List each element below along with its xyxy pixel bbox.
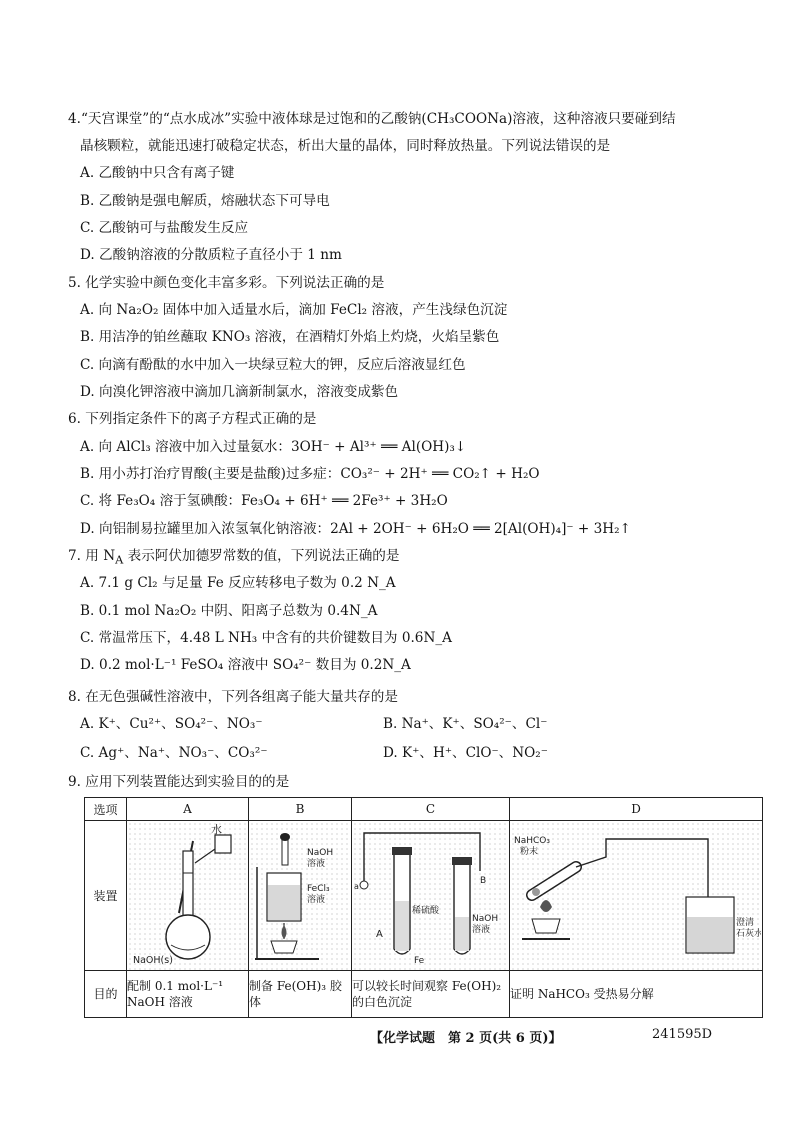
- acid-liquid: [395, 901, 409, 951]
- colloid-setup-diagram: [249, 821, 350, 967]
- q6-option-b: B. 用小苏打治疗胃酸(主要是盐酸)过多症：CO₃²⁻ + 2H⁺ ══ CO₂↑ + H₂O: [80, 466, 540, 482]
- q4-stem-line1: 4.“天宫课堂”的“点水成冰”实验中液体球是过饱和的乙酸钠(CH₃COONa)溶液，这种溶液只要碰到结: [68, 111, 676, 127]
- q5-option-a: A. 向 Na₂O₂ 固体中加入适量水后，滴加 FeCl₂ 溶液，产生浅绿色沉淀: [80, 302, 508, 318]
- dropper: [282, 839, 288, 865]
- header-c: C: [352, 798, 510, 821]
- q8-option-a: A. K⁺、Cu²⁺、SO₄²⁻、NO₃⁻: [80, 716, 263, 732]
- volumetric-flask-diagram: [127, 821, 247, 967]
- header-d: D: [510, 798, 763, 821]
- label-tube-a: A: [376, 929, 383, 940]
- q5-option-c: C. 向滴有酚酞的水中加入一块绿豆粒大的钾，反应后溶液显红色: [80, 357, 466, 373]
- powder: [532, 888, 540, 896]
- label-naoh-c1: NaOH: [472, 914, 499, 924]
- label-fecl3-2: 溶液: [307, 895, 326, 905]
- heating-setup-diagram: [510, 821, 761, 967]
- q4-option-c: C. 乙酸钠可与盐酸发生反应: [80, 220, 249, 236]
- q7-option-b: B. 0.1 mol Na₂O₂ 中阴、阳离子总数为 0.4N_A: [80, 603, 378, 619]
- q8-stem: 8. 在无色强碱性溶液中，下列各组离子能大量共存的是: [68, 689, 398, 705]
- purpose-d: 证明 NaHCO₃ 受热易分解: [510, 971, 763, 1018]
- label-naoh-b1: NaOH: [307, 848, 334, 858]
- q4-option-b: B. 乙酸钠是强电解质，熔融状态下可导电: [80, 193, 330, 209]
- flask-neck: [183, 851, 193, 917]
- q5-stem: 5. 化学实验中颜色变化丰富多彩。下列说法正确的是: [68, 275, 385, 291]
- q5-option-b: B. 用洁净的铂丝蘸取 KNO₃ 溶液，在酒精灯外焰上灼烧，火焰呈紫色: [80, 329, 500, 345]
- q7-option-a: A. 7.1 g Cl₂ 与足量 Fe 反应转移电子数为 0.2 N_A: [80, 575, 396, 591]
- table-header-row: [85, 798, 763, 821]
- purpose-b: 制备 Fe(OH)₃ 胶体: [249, 971, 352, 1018]
- purpose-a: 配制 0.1 mol·L⁻¹ NaOH 溶液: [127, 971, 249, 1018]
- purpose-row: [85, 971, 763, 1018]
- label-limewater-2: 石灰水: [736, 929, 761, 939]
- purpose-c: 可以较长时间观察 Fe(OH)₂ 的白色沉淀: [352, 971, 510, 1018]
- label-fecl3-1: FeCl₃: [307, 884, 330, 894]
- header-b: B: [249, 798, 352, 821]
- pouring-stream: [195, 849, 215, 863]
- beaker-liquid: [268, 885, 300, 920]
- limewater: [687, 917, 733, 952]
- label-nahco3-1: NaHCO₃: [514, 836, 550, 846]
- label-fe: Fe: [414, 956, 425, 966]
- apparatus-b: [249, 821, 352, 971]
- label-tube-b: B: [480, 876, 487, 886]
- q9-stem: 9. 应用下列装置能达到实验目的的是: [68, 774, 290, 790]
- naoh-liquid: [455, 917, 469, 951]
- dropper-bulb: [280, 833, 290, 841]
- q4-option-d: D. 乙酸钠溶液的分散质粒子直径小于 1 nm: [80, 247, 342, 263]
- label-naoh-c2: 溶液: [472, 925, 491, 935]
- apparatus-a: [127, 821, 249, 971]
- q6-option-d: D. 向铝制易拉罐里加入浓氢氧化钠溶液：2Al + 2OH⁻ + 6H₂O ══ 2[Al(OH)₄]⁻ + 3H₂↑: [80, 521, 631, 537]
- footer-code: 241595D: [652, 1027, 713, 1042]
- header-a: A: [127, 798, 249, 821]
- q5-option-d: D. 向溴化钾溶液中滴加几滴新制氯水，溶液变成紫色: [80, 384, 399, 400]
- stopper-b: [452, 857, 472, 865]
- q6-option-a: A. 向 AlCl₃ 溶液中加入过量氨水：3OH⁻ + Al³⁺ ══ Al(OH)₃↓: [80, 439, 467, 455]
- label-naoh-solid: NaOH(s): [133, 955, 173, 966]
- label-dilute-acid: 稀硫酸: [412, 906, 440, 916]
- label-nahco3-2: 粉末: [520, 847, 539, 857]
- stopper-a: [392, 847, 412, 855]
- water-beaker: [215, 835, 231, 853]
- q6-stem: 6. 下列指定条件下的离子方程式正确的是: [68, 411, 317, 427]
- apparatus-d: [510, 821, 763, 971]
- row-label-purpose: 目的: [85, 971, 127, 1018]
- q8-option-c: C. Ag⁺、Na⁺、NO₃⁻、CO₃²⁻: [80, 745, 268, 761]
- clamp-a: [360, 881, 368, 889]
- q6-option-c: C. 将 Fe₃O₄ 溶于氢碘酸：Fe₃O₄ + 6H⁺ ══ 2Fe³⁺ + 3H₂O: [80, 493, 448, 509]
- footer-title: 【化学试题 第 2 页(共 6 页)】: [370, 1031, 562, 1046]
- label-a-small: a: [354, 882, 359, 891]
- label-water: 水: [211, 823, 222, 836]
- q8-option-d: D. K⁺、H⁺、ClO⁻、NO₂⁻: [383, 745, 548, 761]
- apparatus-c: [352, 821, 510, 971]
- flask-bulb: [166, 915, 210, 959]
- q4-option-a: A. 乙酸钠中只含有离子键: [80, 165, 235, 181]
- lamp-flame: [540, 900, 552, 912]
- row-label-apparatus: 装置: [85, 821, 127, 971]
- flame: [282, 925, 287, 939]
- q7-option-d: D. 0.2 mol·L⁻¹ FeSO₄ 溶液中 SO₄²⁻ 数目为 0.2N_A: [80, 657, 411, 673]
- header-option: 选项: [85, 798, 127, 821]
- alcohol-lamp: [271, 941, 297, 953]
- q8-option-b: B. Na⁺、K⁺、SO₄²⁻、Cl⁻: [383, 716, 548, 732]
- test-tube-setup-diagram: [352, 821, 508, 967]
- label-naoh-b2: 溶液: [307, 859, 326, 869]
- apparatus-table: [84, 797, 763, 1018]
- q7-stem: 7. 用 $N_A$ 表示阿伏加德罗常数的值，下列说法正确的是: [68, 548, 400, 567]
- q4-stem-line2: 晶核颗粒，就能迅速打破稳定状态，析出大量的晶体，同时释放热量。下列说法错误的是: [80, 138, 611, 154]
- apparatus-row: [85, 821, 763, 971]
- alcohol-lamp-d: [532, 919, 560, 933]
- q7-option-c: C. 常温常压下，4.48 L NH₃ 中含有的共价键数目为 0.6N_A: [80, 630, 452, 646]
- label-limewater-1: 澄清: [736, 918, 755, 928]
